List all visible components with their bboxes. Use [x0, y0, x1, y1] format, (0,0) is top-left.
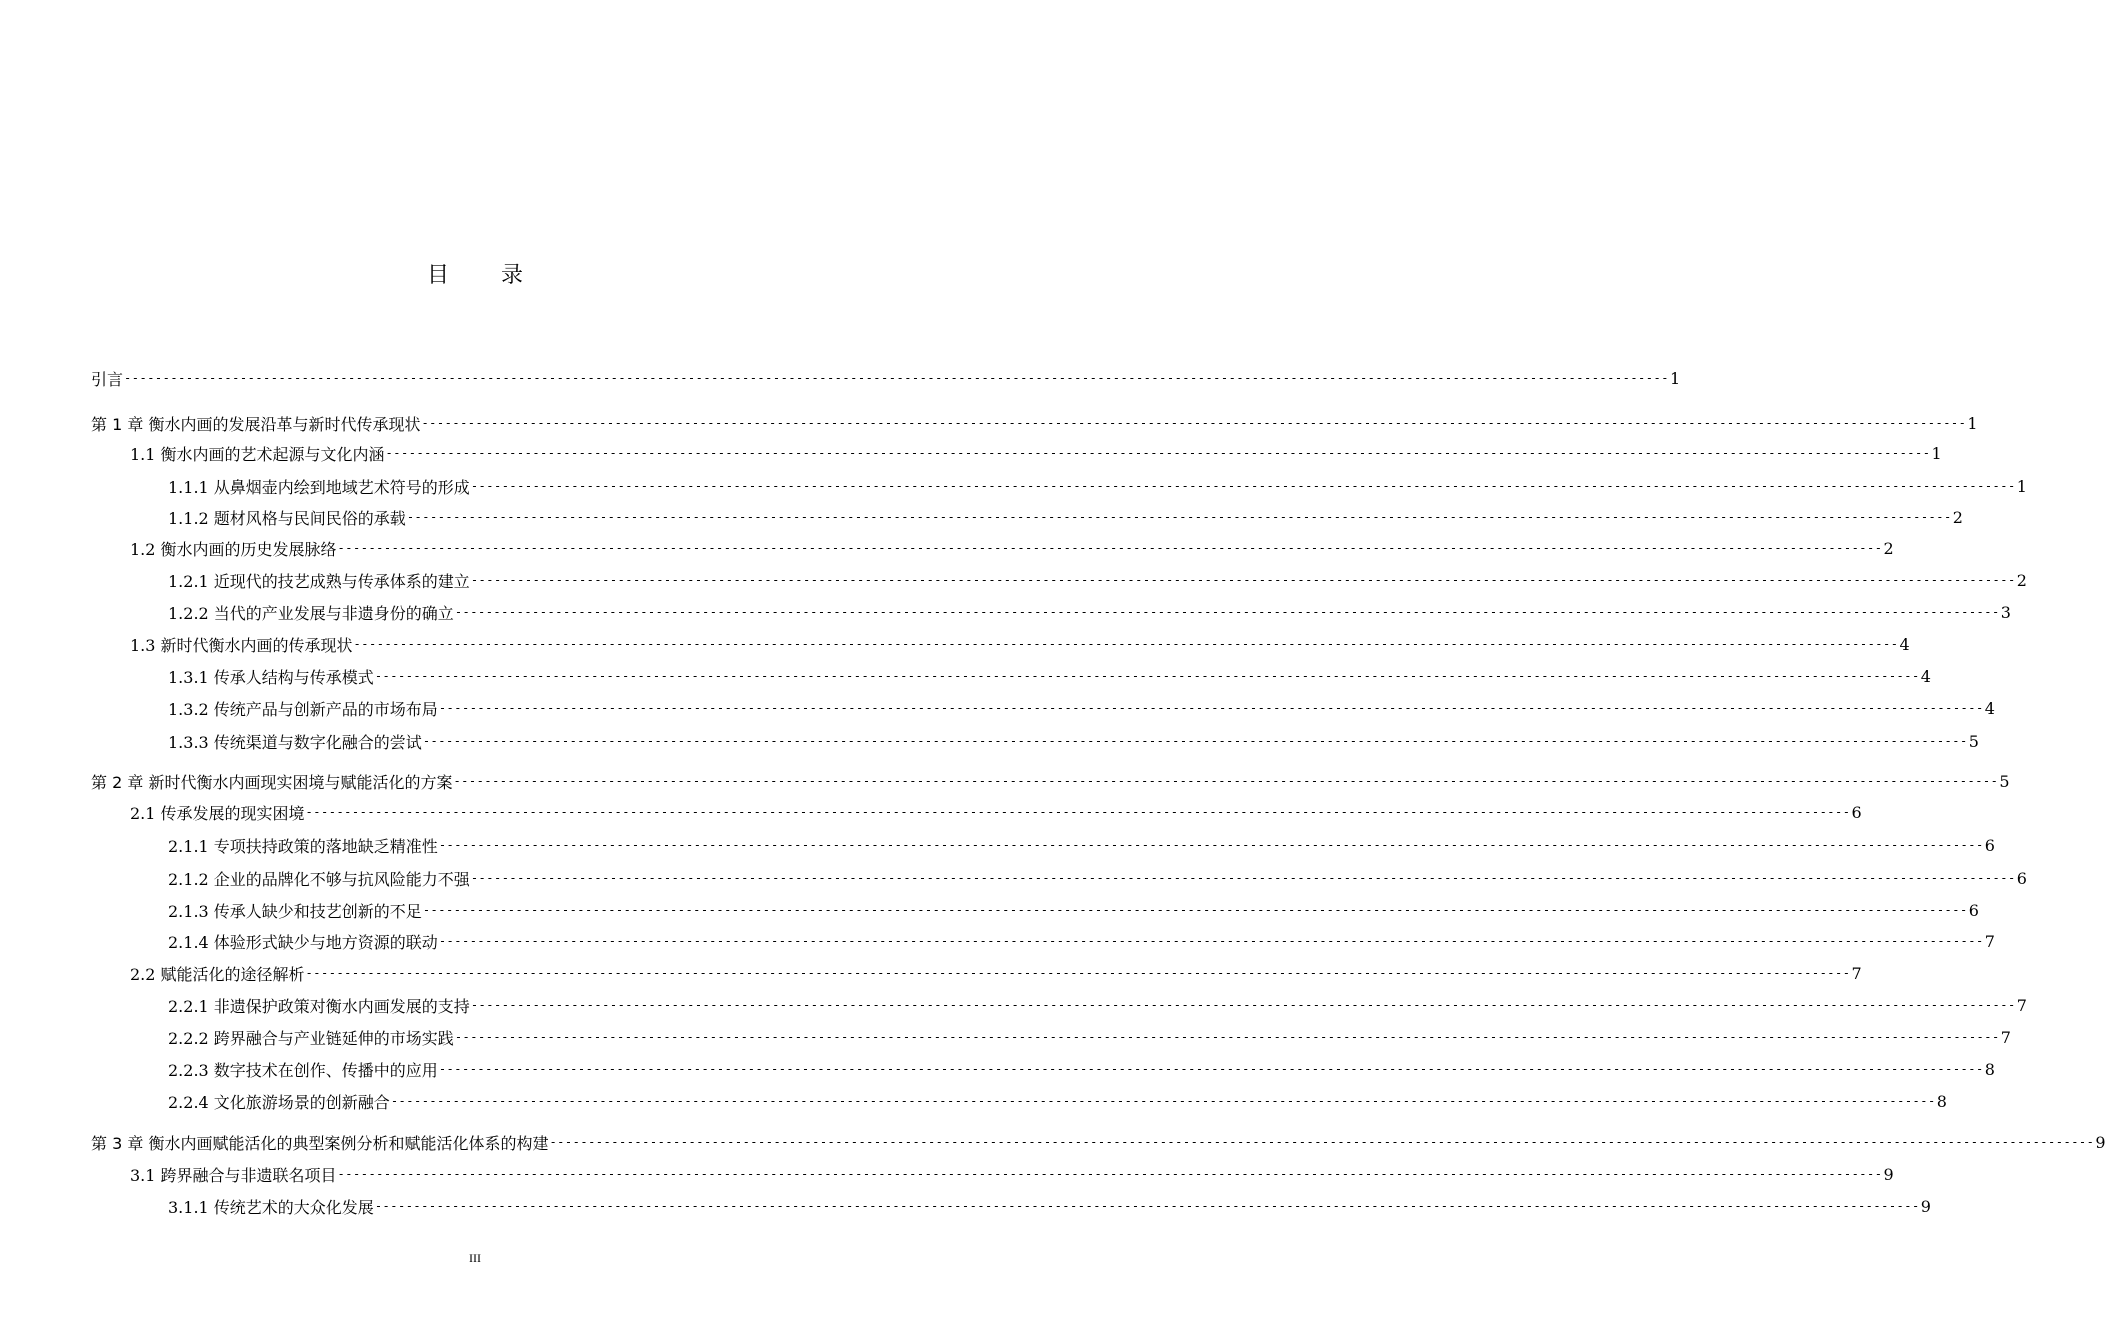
toc-entry-label: 引言 — [91, 369, 124, 389]
toc-entry-page: 3 — [2000, 602, 2011, 622]
toc-entry-label: 1.1.2 题材风格与民间民俗的承载 — [168, 508, 406, 528]
toc-entry-label: 1.2 衡水内画的历史发展脉络 — [130, 539, 337, 559]
toc-entry[interactable] — [168, 866, 2027, 890]
toc-entry-leader: -------------------------------------------------------------------------------------------------------------------------------------------------------------------------------------------------------- — [438, 838, 1984, 852]
toc-entry-page: 5 — [1999, 771, 2010, 791]
toc-entry-label: 2.2 赋能活化的途径解析 — [130, 964, 305, 984]
toc-entry[interactable] — [168, 1194, 1931, 1218]
toc-entry-page: 8 — [1984, 1059, 1995, 1079]
toc-entry-leader: -------------------------------------------------------------------------------------------------------------------------------------------------------------------------------------------------------- — [406, 510, 1952, 524]
toc-entry-leader: -------------------------------------------------------------------------------------------------------------------------------------------------------------------------------------------------------- — [305, 805, 1851, 819]
toc-entry-leader: -------------------------------------------------------------------------------------------------------------------------------------------------------------------------------------------------------- — [470, 479, 2016, 493]
toc-entry-page: 2 — [2016, 570, 2027, 590]
toc-entry-label: 第 1 章 衡水内画的发展沿革与新时代传承现状 — [91, 414, 421, 434]
toc-entry-leader: -------------------------------------------------------------------------------------------------------------------------------------------------------------------------------------------------------- — [124, 371, 1669, 385]
toc-entry[interactable] — [130, 441, 1942, 465]
toc-entry-leader: -------------------------------------------------------------------------------------------------------------------------------------------------------------------------------------------------------- — [470, 998, 2016, 1012]
toc-entry-label: 1.1 衡水内画的艺术起源与文化内涵 — [130, 444, 385, 464]
toc-entry-page: 1 — [1967, 413, 1978, 433]
toc-entry[interactable] — [168, 833, 1995, 857]
toc-entry-label: 2.2.2 跨界融合与产业链延伸的市场实践 — [168, 1028, 454, 1048]
toc-entry[interactable] — [130, 1162, 1894, 1186]
toc-entry-label: 1.1.1 从鼻烟壶内绘到地域艺术符号的形成 — [168, 477, 470, 497]
toc-entry[interactable] — [91, 1130, 2106, 1154]
toc-entry-leader: -------------------------------------------------------------------------------------------------------------------------------------------------------------------------------------------------------- — [385, 446, 1931, 460]
toc-entry[interactable] — [130, 800, 1862, 824]
toc-entry-label: 1.3.2 传统产品与创新产品的市场布局 — [168, 699, 438, 719]
toc-entry-label: 2.2.3 数字技术在创作、传播中的应用 — [168, 1060, 438, 1080]
toc-entry-label: 第 3 章 衡水内画赋能活化的典型案例分析和赋能活化体系的构建 — [91, 1133, 549, 1153]
toc-entry-leader: -------------------------------------------------------------------------------------------------------------------------------------------------------------------------------------------------------- — [549, 1135, 2095, 1149]
toc-entry[interactable] — [168, 1089, 1947, 1113]
toc-entry-label: 2.2.4 文化旅游场景的创新融合 — [168, 1092, 390, 1112]
toc-entry-page: 9 — [2095, 1132, 2106, 1152]
toc-entry[interactable] — [168, 474, 2027, 498]
toc-entry-leader: -------------------------------------------------------------------------------------------------------------------------------------------------------------------------------------------------------- — [438, 934, 1984, 948]
toc-entry-page: 6 — [1968, 900, 1979, 920]
toc-entry-leader: -------------------------------------------------------------------------------------------------------------------------------------------------------------------------------------------------------- — [337, 541, 1883, 555]
toc-entry-leader: -------------------------------------------------------------------------------------------------------------------------------------------------------------------------------------------------------- — [353, 637, 1899, 651]
toc-entry-leader: -------------------------------------------------------------------------------------------------------------------------------------------------------------------------------------------------------- — [470, 573, 2016, 587]
toc-title-char-2: 录 — [501, 263, 524, 288]
toc-entry-leader: -------------------------------------------------------------------------------------------------------------------------------------------------------------------------------------------------------- — [470, 871, 2016, 885]
toc-entry[interactable] — [130, 961, 1862, 985]
toc-entry-label: 1.2.2 当代的产业发展与非遗身份的确立 — [168, 603, 454, 623]
toc-entry-page: 2 — [1952, 507, 1963, 527]
toc-entry-leader: -------------------------------------------------------------------------------------------------------------------------------------------------------------------------------------------------------- — [305, 966, 1851, 980]
toc-entry[interactable] — [130, 536, 1894, 560]
toc-title-char-1: 目 — [426, 263, 449, 288]
toc-entry-page: 9 — [1883, 1164, 1894, 1184]
toc-entry-leader: -------------------------------------------------------------------------------------------------------------------------------------------------------------------------------------------------------- — [454, 1030, 2000, 1044]
toc-entry-label: 1.2.1 近现代的技艺成熟与传承体系的建立 — [168, 571, 470, 591]
toc-entry-label: 3.1.1 传统艺术的大众化发展 — [168, 1197, 374, 1217]
toc-entry-page: 4 — [1920, 666, 1931, 686]
toc-entry-leader: -------------------------------------------------------------------------------------------------------------------------------------------------------------------------------------------------------- — [422, 903, 1968, 917]
toc-entry-page: 6 — [1984, 835, 1995, 855]
toc-entry-label: 第 2 章 新时代衡水内画现实困境与赋能活化的方案 — [91, 772, 453, 792]
toc-entry-page: 1 — [1931, 443, 1942, 463]
toc-entry-leader: -------------------------------------------------------------------------------------------------------------------------------------------------------------------------------------------------------- — [337, 1167, 1883, 1181]
toc-entry-label: 2.1 传承发展的现实困境 — [130, 803, 305, 823]
toc-entry-leader: -------------------------------------------------------------------------------------------------------------------------------------------------------------------------------------------------------- — [453, 774, 1999, 788]
toc-entry[interactable] — [168, 568, 2027, 592]
toc-entry-leader: -------------------------------------------------------------------------------------------------------------------------------------------------------------------------------------------------------- — [438, 701, 1984, 715]
toc-entry[interactable] — [130, 632, 1910, 656]
toc-entry[interactable] — [168, 729, 1979, 753]
toc-entry-leader: -------------------------------------------------------------------------------------------------------------------------------------------------------------------------------------------------------- — [422, 734, 1968, 748]
toc-entry-page: 6 — [2016, 868, 2027, 888]
toc-entry[interactable] — [168, 696, 1995, 720]
toc-entry-leader: -------------------------------------------------------------------------------------------------------------------------------------------------------------------------------------------------------- — [374, 1199, 1920, 1213]
toc-entry[interactable] — [168, 898, 1979, 922]
toc-entry[interactable] — [91, 769, 2010, 793]
toc-entry-label: 2.1.4 体验形式缺少与地方资源的联动 — [168, 932, 438, 952]
toc-entry[interactable] — [168, 1025, 2011, 1049]
toc-entry-page: 7 — [2016, 995, 2027, 1015]
toc-entry-label: 2.1.2 企业的品牌化不够与抗风险能力不强 — [168, 869, 470, 889]
toc-entry[interactable] — [168, 664, 1931, 688]
toc-entry[interactable] — [168, 993, 2027, 1017]
toc-entry-page: 2 — [1883, 538, 1894, 558]
toc-entry[interactable] — [168, 505, 1963, 529]
toc-entry-label: 1.3 新时代衡水内画的传承现状 — [130, 635, 353, 655]
toc-entry-page: 4 — [1899, 634, 1910, 654]
toc-entry-page: 6 — [1851, 802, 1862, 822]
toc-entry[interactable] — [168, 929, 1995, 953]
toc-entry-label: 2.2.1 非遗保护政策对衡水内画发展的支持 — [168, 996, 470, 1016]
toc-entry[interactable] — [91, 411, 1978, 435]
page-number: III — [469, 1251, 481, 1265]
toc-entry-page: 8 — [1936, 1091, 1947, 1111]
toc-entry-page: 1 — [1669, 368, 1681, 388]
toc-entry-leader: -------------------------------------------------------------------------------------------------------------------------------------------------------------------------------------------------------- — [390, 1094, 1936, 1108]
toc-entry-label: 3.1 跨界融合与非遗联名项目 — [130, 1165, 337, 1185]
toc-entry-leader: -------------------------------------------------------------------------------------------------------------------------------------------------------------------------------------------------------- — [454, 605, 2000, 619]
toc-entry-label: 2.1.1 专项扶持政策的落地缺乏精准性 — [168, 836, 438, 856]
toc-entry-leader: -------------------------------------------------------------------------------------------------------------------------------------------------------------------------------------------------------- — [421, 416, 1967, 430]
toc-entry-label: 1.3.3 传统渠道与数字化融合的尝试 — [168, 732, 422, 752]
toc-entry-label: 1.3.1 传承人结构与传承模式 — [168, 667, 374, 687]
toc-entry-page: 1 — [2016, 476, 2027, 496]
toc-entry-page: 7 — [2000, 1027, 2011, 1047]
toc-entry[interactable] — [91, 366, 1681, 390]
toc-entry-page: 4 — [1984, 698, 1995, 718]
toc-entry-label: 2.1.3 传承人缺少和技艺创新的不足 — [168, 901, 422, 921]
toc-entry[interactable] — [168, 1057, 1995, 1081]
toc-entry-leader: -------------------------------------------------------------------------------------------------------------------------------------------------------------------------------------------------------- — [374, 669, 1920, 683]
toc-entry[interactable] — [168, 600, 2011, 624]
toc-entry-page: 5 — [1968, 731, 1979, 751]
toc-entry-page: 7 — [1851, 963, 1862, 983]
toc-entry-leader: -------------------------------------------------------------------------------------------------------------------------------------------------------------------------------------------------------- — [438, 1062, 1984, 1076]
toc-entry-page: 7 — [1984, 931, 1995, 951]
toc-entry-page: 9 — [1920, 1196, 1931, 1216]
